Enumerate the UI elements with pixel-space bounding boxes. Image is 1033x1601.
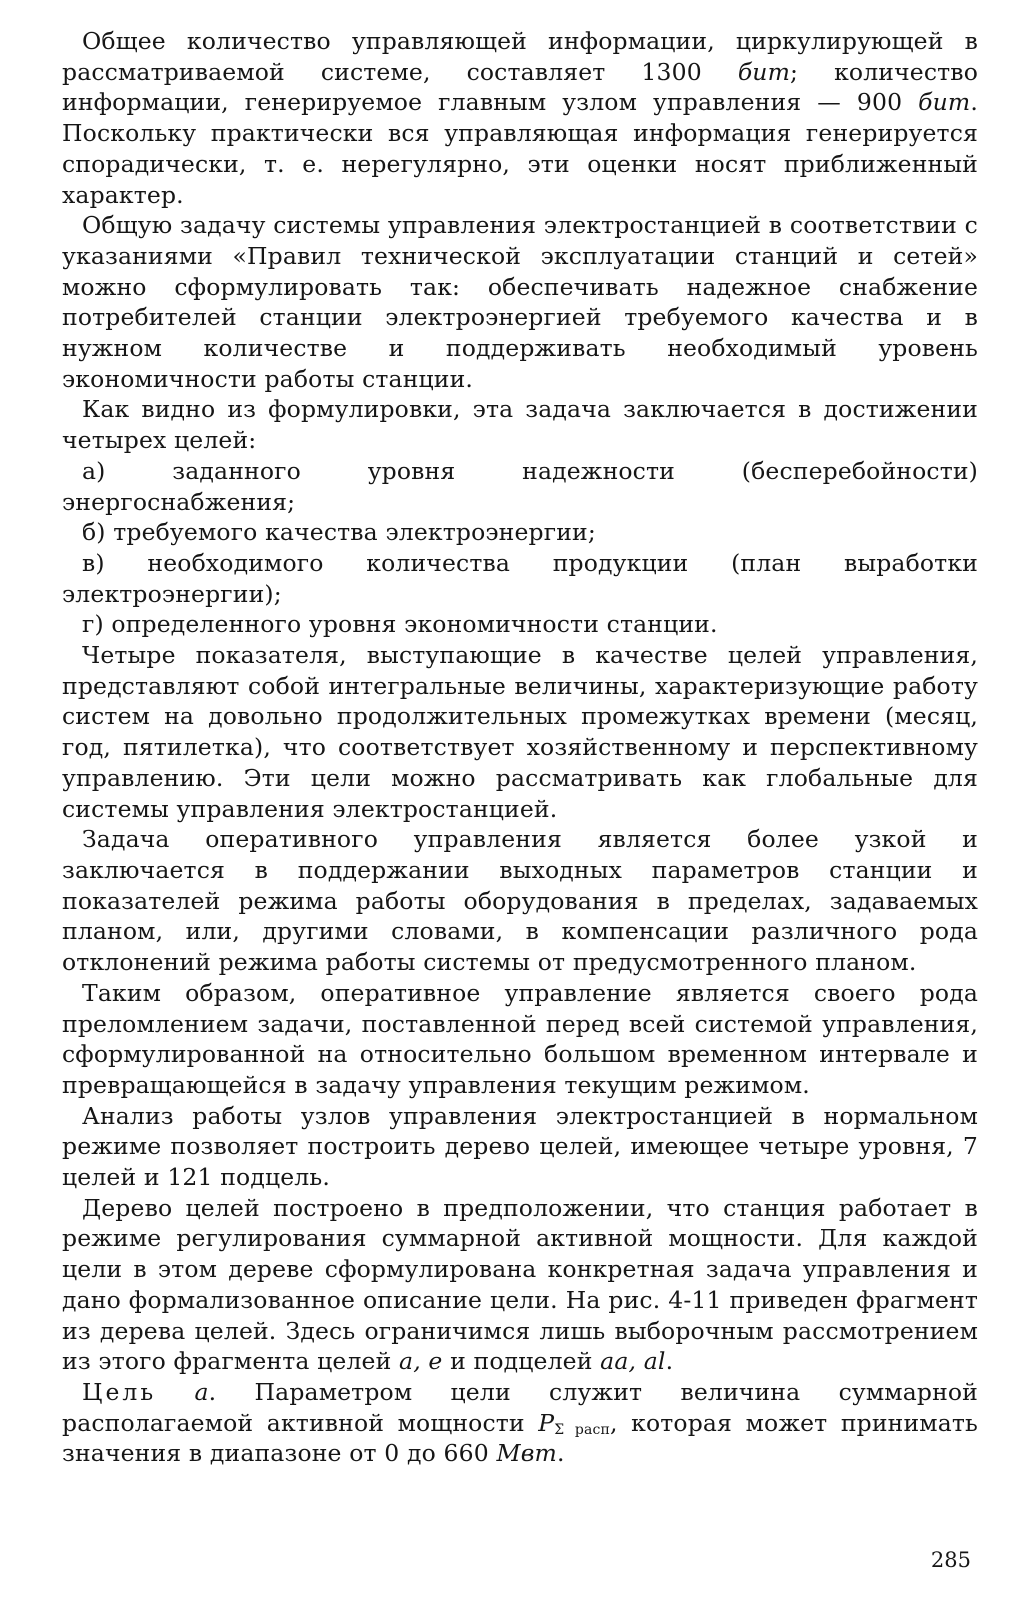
paragraph: Таким образом, оперативное управление является своего рода преломлением задачи, поставленной перед всей системой управления, сформулированной на относительно большом временном интервале и превращающейся в задачу управления текущим режимом. xyxy=(62,978,978,1099)
goal-label: Цель xyxy=(82,1377,157,1406)
power-subscript: Σ расп xyxy=(554,1421,610,1438)
unit: Мвт xyxy=(496,1439,557,1468)
paragraph: Цель а. Параметром цели служит величина суммарной располагаемой активной мощности $P_{\Sigma расп}$, которая может принимать значения в диапазоне от 0 до 660 Мвт. xyxy=(62,1377,978,1468)
paragraph: Задача оперативного управления является более узкой и заключается в поддержании выходных параметров станции и показателей режима работы оборудования в пределах, задаваемых планом, или, другими словами, в компенсации различного рода отклонений режима работы системы от предусмотренного планом. xyxy=(62,825,978,977)
paragraph: Четыре показателя, выступающие в качестве целей управления, представляют собой интегральные величины, характеризующие работу систем на довольно продолжительных промежутках времени (месяц, год, пятилетка), что соответствует хозяйственному и перспективному управлению. Эти цели можно рассматривать как глобальные для системы управления электростанцией. xyxy=(62,641,978,823)
paragraph: Как видно из формулировки, эта задача заключается в достижении четырех целей: xyxy=(62,395,978,455)
list-item: а) заданного уровня надежности (бесперебойности) энергоснабжения; xyxy=(62,456,978,516)
paragraph: Общее количество управляющей информации, циркулирующей в рассматриваемой системе, составляет 1300 бит; количество информации, генерируемое главным узлом управления — 900 бит. Поскольку практически вся управляющая информация генерируется спорадически, т. е. нерегулярно, эти оценки носят приближенный характер. xyxy=(62,27,978,209)
paragraph: Дерево целей построено в предположении, что станция работает в режиме регулирования суммарной активной мощности. Для каждой цели в этом дереве сформулирована конкретная задача управления и дано формализованное описание цели. На рис. 4-11 приведен фрагмент из дерева целей. Здесь ограничимся лишь выборочным рассмотрением из этого фрагмента целей а, е и подцелей аа, al. xyxy=(62,1193,978,1376)
paragraph: Общую задачу системы управления электростанцией в соответствии с указаниями «Правил технической эксплуатации станций и сетей» можно сформулировать так: обеспечивать надежное снабжение потребителей станции электроэнергией требуемого качества и в нужном количестве и поддерживать необходимый уровень экономичности работы станции. xyxy=(62,211,978,393)
document-page xyxy=(62,26,978,1469)
paragraph: Анализ работы узлов управления электростанцией в нормальном режиме позволяет построить дерево целей, имеющее четыре уровня, 7 целей и 121 подцель. xyxy=(62,1101,978,1192)
page-number: 285 xyxy=(930,1548,971,1572)
list-item: б) требуемого качества электроэнергии; xyxy=(82,518,596,547)
power-symbol: P xyxy=(538,1408,555,1437)
list-item: г) определенного уровня экономичности станции. xyxy=(82,610,718,639)
list-item: в) необходимого количества продукции (план выработки электроэнергии); xyxy=(62,548,978,608)
